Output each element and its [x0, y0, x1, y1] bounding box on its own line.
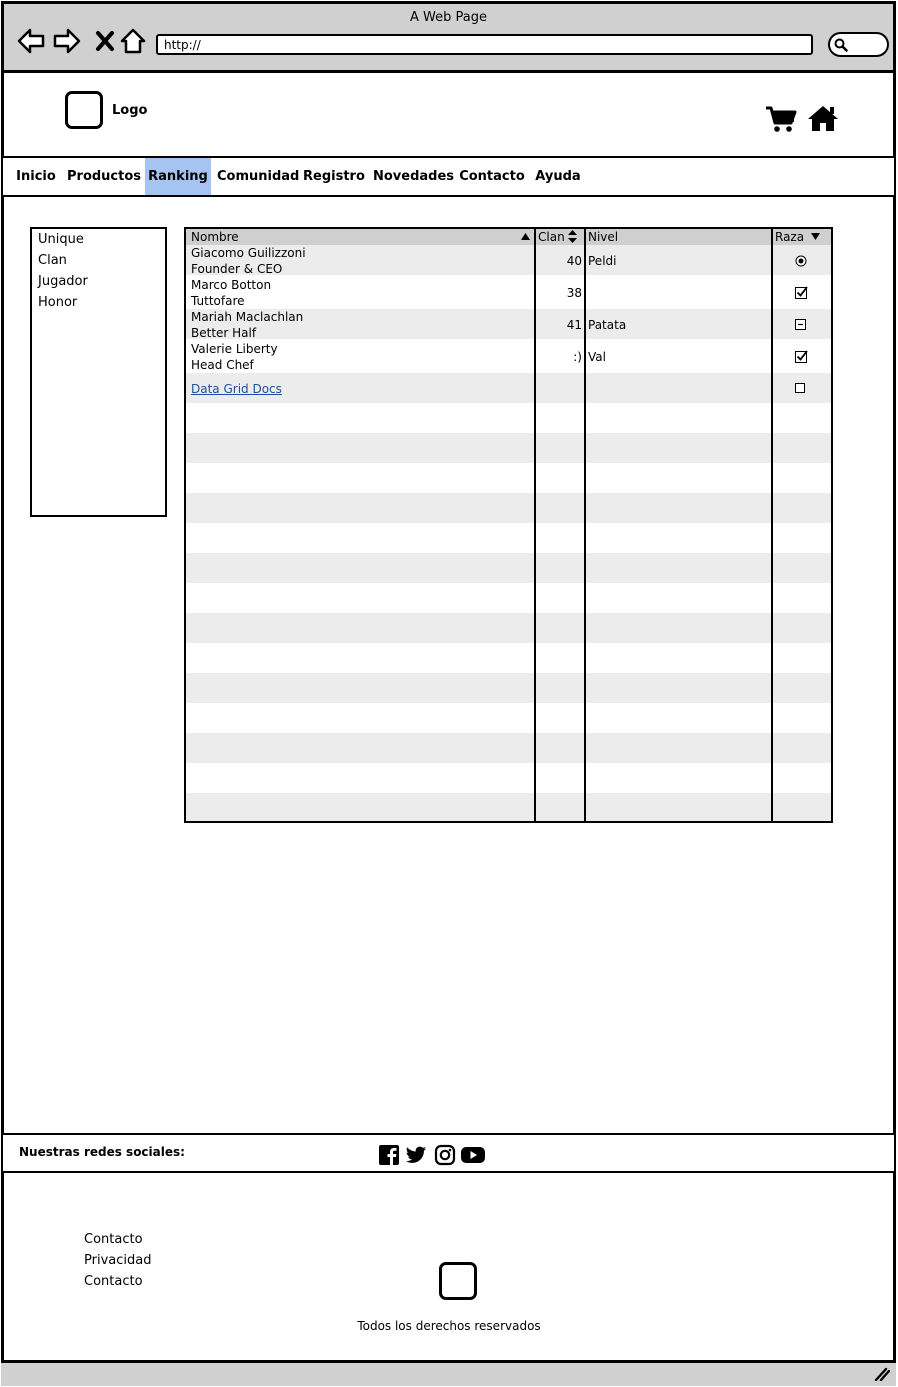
column-header-clan[interactable]: Clan [538, 230, 565, 244]
social-bar [1, 1133, 896, 1173]
category-list [30, 227, 167, 517]
window-title: A Web Page [410, 10, 487, 25]
table-row-stripe [186, 553, 831, 583]
table-row-stripe [186, 733, 831, 763]
back-arrow-icon[interactable] [16, 26, 46, 56]
nav-item-ayuda[interactable]: Ayuda [535, 169, 581, 184]
browser-toolbar [1, 1, 896, 73]
radio-selected-icon[interactable] [795, 255, 807, 267]
nav-item-ranking[interactable]: Ranking [145, 158, 211, 195]
table-row-stripe [186, 493, 831, 523]
list-item-clan[interactable]: Clan [38, 253, 67, 268]
checkbox-unchecked[interactable] [795, 383, 805, 393]
home-icon[interactable] [807, 104, 839, 132]
list-item-jugador[interactable]: Jugador [38, 274, 88, 289]
column-header-raza[interactable]: Raza [775, 230, 805, 244]
twitter-icon[interactable] [405, 1144, 427, 1166]
list-item-unique[interactable]: Unique [38, 232, 84, 247]
sort-toggle-icon[interactable] [568, 230, 577, 243]
cell-name: Mariah Maclachlan [191, 310, 304, 324]
cell-role: Founder & CEO [191, 262, 283, 276]
cell-clan: 41 [566, 318, 582, 332]
social-label: Nuestras redes sociales: [19, 1145, 185, 1159]
home-nav-icon[interactable] [118, 26, 148, 56]
browser-status-bar [1, 1360, 896, 1386]
youtube-icon[interactable] [460, 1144, 486, 1166]
resize-grip-icon[interactable] [874, 1367, 890, 1381]
column-header-nivel[interactable]: Nivel [588, 230, 619, 244]
facebook-icon[interactable] [378, 1144, 400, 1166]
cell-name: Giacomo Guilizzoni [191, 246, 306, 260]
copyright-text: Todos los derechos reservados [357, 1319, 541, 1333]
nav-item-contacto[interactable]: Contacto [459, 169, 525, 184]
footer-link-contacto-2[interactable]: Contacto [84, 1274, 143, 1289]
sort-ascending-icon[interactable] [521, 233, 530, 240]
cart-icon[interactable] [765, 105, 797, 133]
column-divider [584, 229, 586, 821]
browser-search-field[interactable] [828, 32, 889, 57]
stop-icon[interactable] [90, 26, 120, 56]
cell-role: Tuttofare [191, 294, 245, 308]
cell-nivel: Patata [588, 318, 627, 332]
logo-text: Logo [112, 103, 148, 118]
nav-item-inicio[interactable]: Inicio [16, 169, 56, 184]
checkbox-indeterminate-icon[interactable] [795, 319, 807, 331]
dropdown-caret-icon[interactable] [811, 233, 820, 240]
footer-logo-image [439, 1262, 477, 1300]
cell-clan: 38 [566, 286, 582, 300]
cell-name: Marco Botton [191, 278, 272, 292]
table-row-stripe [186, 613, 831, 643]
cell-name: Valerie Liberty [191, 342, 278, 356]
table-row-stripe [186, 673, 831, 703]
nav-item-novedades[interactable]: Novedades [373, 169, 455, 184]
search-icon [834, 38, 848, 52]
cell-clan: 40 [566, 254, 582, 268]
nav-item-registro[interactable]: Registro [303, 169, 365, 184]
cell-role: Head Chef [191, 358, 254, 372]
nav-item-productos[interactable]: Productos [67, 169, 142, 184]
instagram-icon[interactable] [434, 1144, 456, 1166]
list-item-honor[interactable]: Honor [38, 295, 78, 310]
ranking-data-grid [184, 227, 833, 823]
forward-arrow-icon[interactable] [52, 26, 82, 56]
cell-nivel: Val [588, 350, 606, 364]
url-input[interactable]: http:// [156, 34, 813, 55]
cell-clan: :) [573, 350, 582, 364]
checkbox-checked-icon[interactable] [795, 286, 808, 299]
table-row-stripe [186, 793, 831, 823]
table-row-stripe [186, 433, 831, 463]
cell-role: Better Half [191, 326, 257, 340]
footer-link-privacidad[interactable]: Privacidad [84, 1253, 152, 1268]
column-header-nombre[interactable]: Nombre [191, 230, 239, 244]
main-navigation [1, 156, 896, 197]
grid-header [186, 229, 831, 245]
nav-item-comunidad[interactable]: Comunidad [217, 169, 300, 184]
logo-image[interactable] [65, 91, 103, 129]
footer-link-contacto[interactable]: Contacto [84, 1232, 143, 1247]
cell-nivel: Peldi [588, 254, 617, 268]
data-grid-docs-link[interactable]: Data Grid Docs [191, 382, 282, 396]
column-divider [771, 229, 773, 821]
checkbox-checked-icon[interactable] [795, 350, 808, 363]
